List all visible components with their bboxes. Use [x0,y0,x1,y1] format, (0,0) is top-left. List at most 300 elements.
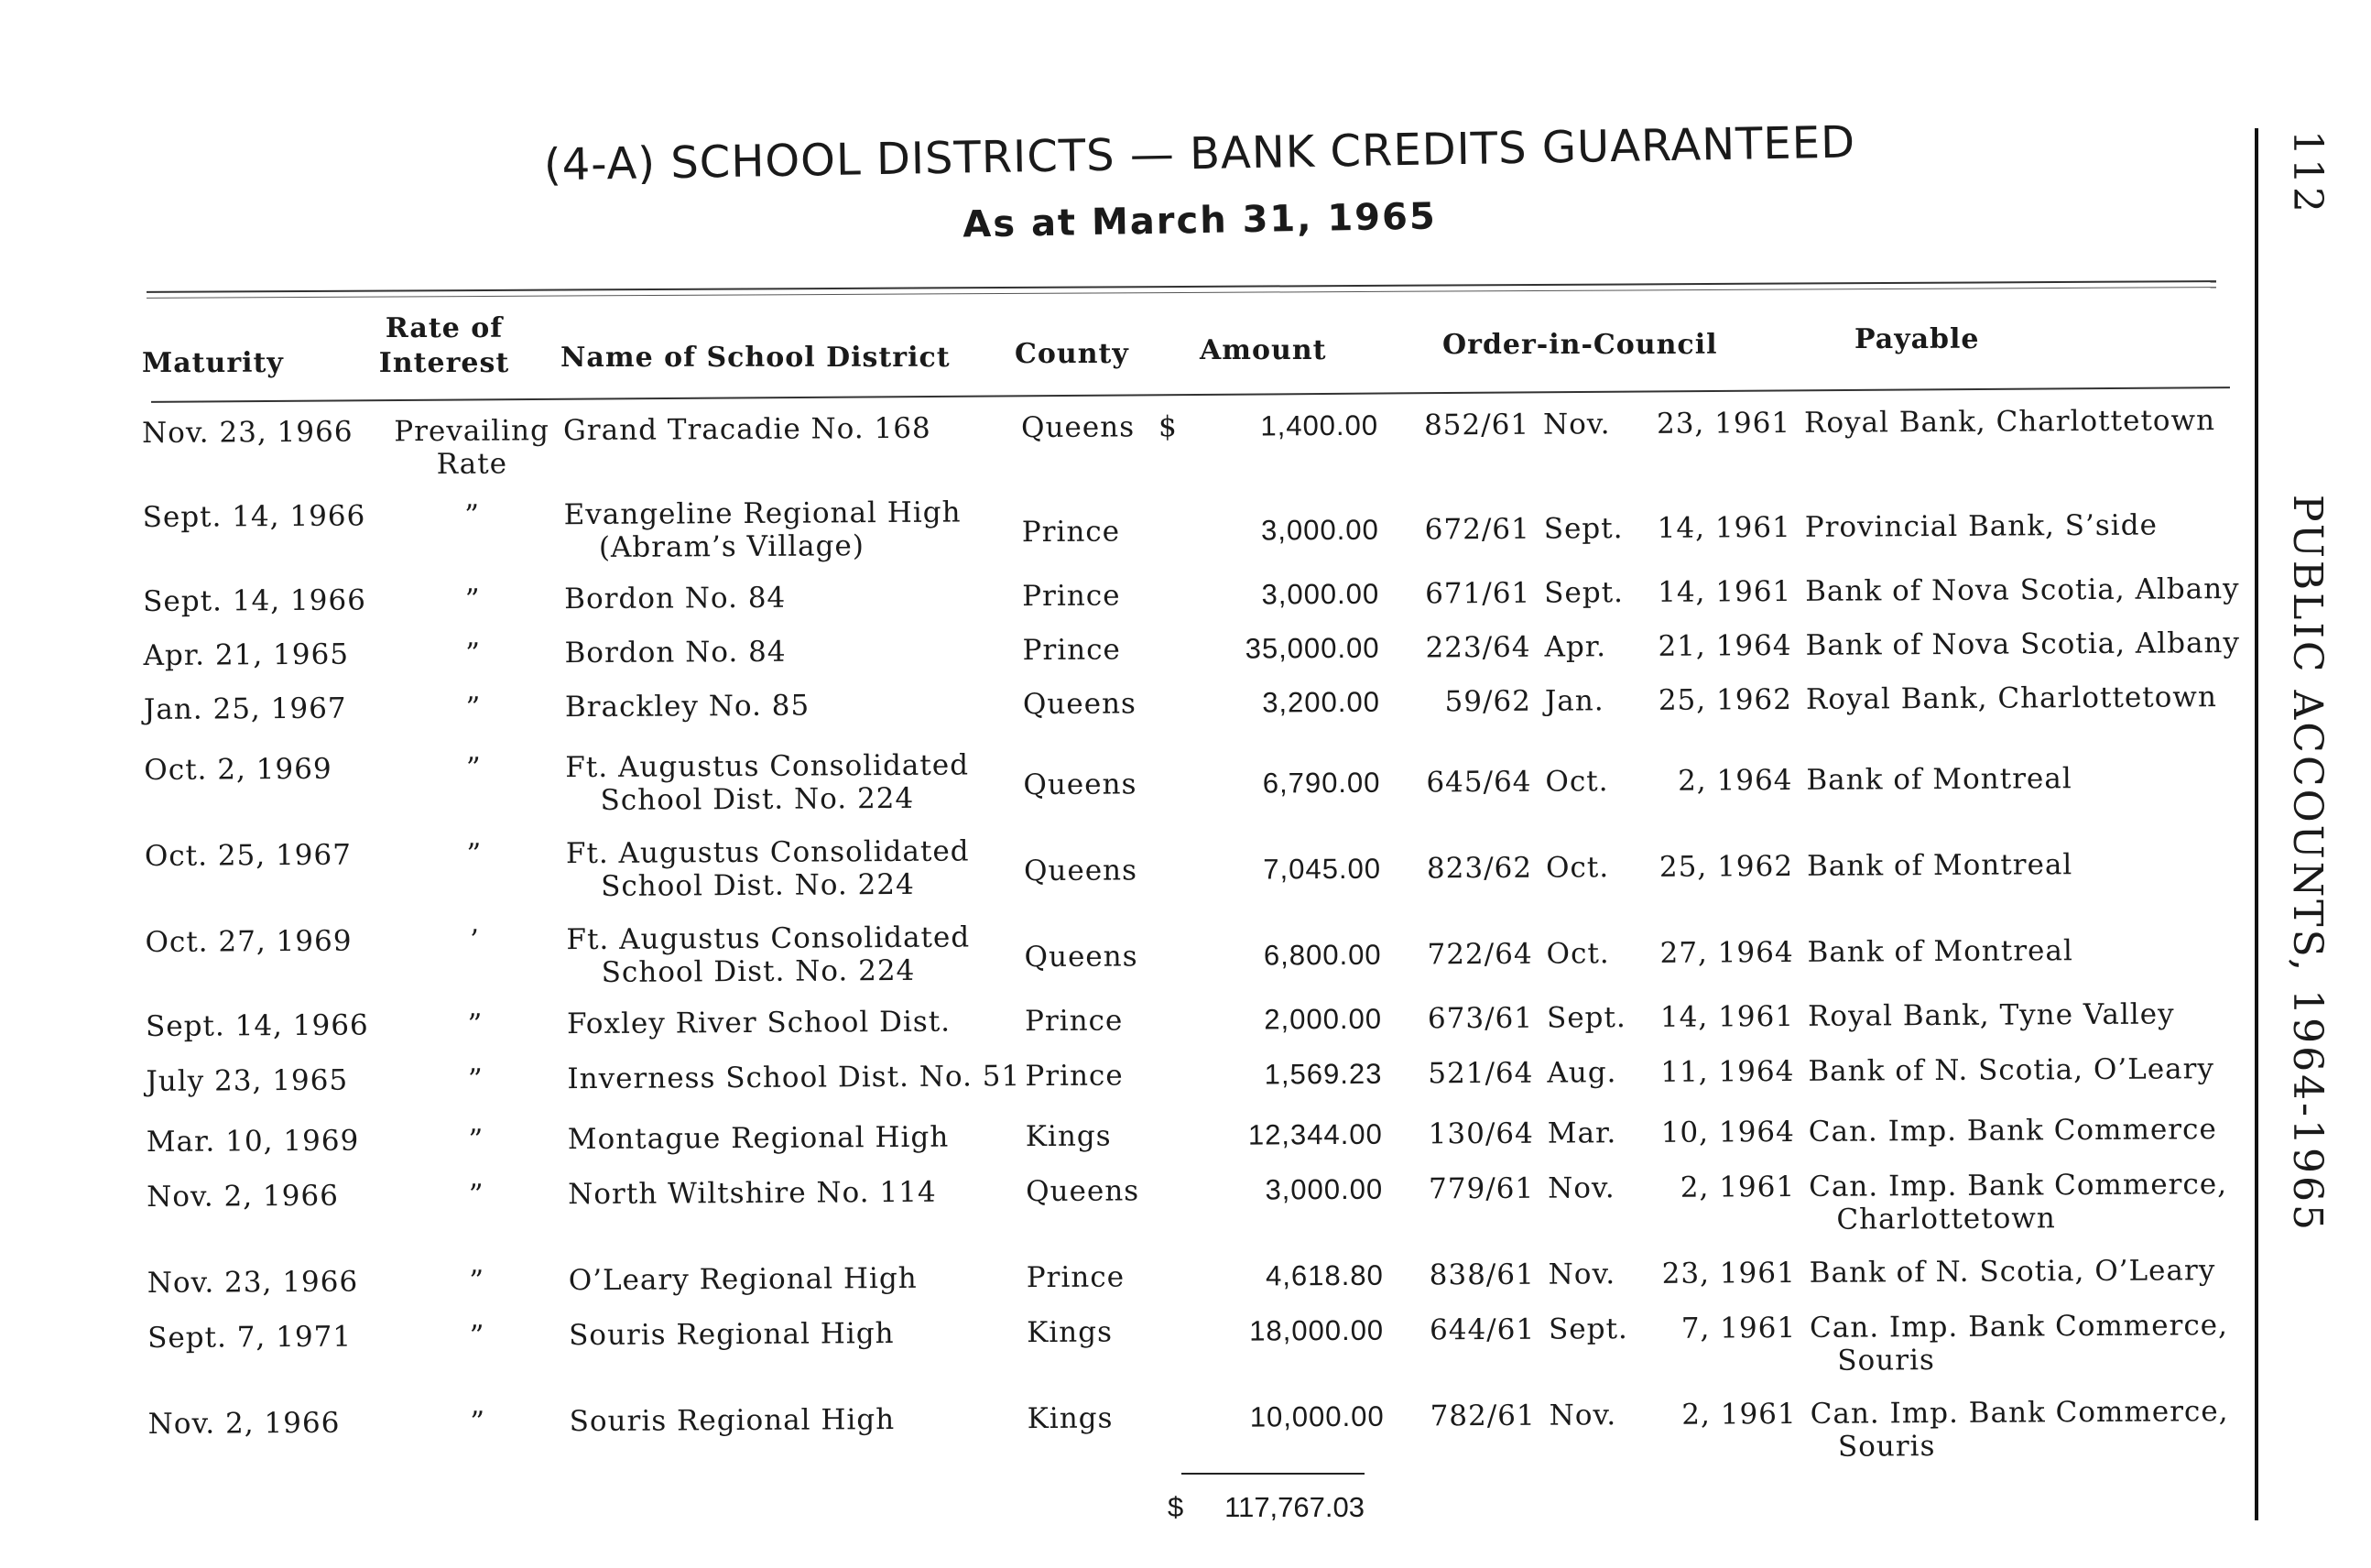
county-cell [1022,579,1178,613]
page-title: (4-A) SCHOOL DISTRICTS — BANK CREDITS GUARANTEED [543,116,1856,191]
oic-number-cell-line1: 838/61 [1429,1258,1535,1292]
maturity-cell-line1: Sept. 14, 1966 [145,1008,369,1043]
credits-table [142,404,2248,1464]
oic-number-cell [1405,1002,1533,1036]
school-district-cell [566,920,1060,989]
school-district-cell-line1: Brackley No. 85 [564,689,810,724]
oic-date-cell-line1: 23, 1961 [1656,407,1791,441]
maturity-cell-line1: Nov. 2, 1966 [147,1179,339,1214]
table-row [144,827,2251,903]
maturity-cell [145,839,364,873]
oic-number-cell-line1: 521/64 [1428,1056,1534,1091]
payable-cell-line1: Bank of N. Scotia, O’Leary [1809,1254,2216,1290]
oic-month-cell-line1: Oct. [1545,851,1610,885]
payable-cell-line1: Bank of Montreal [1807,934,2073,969]
oic-date-cell-line1: 14, 1961 [1659,999,1795,1034]
total-amount: 117,767.03 [1224,1491,1365,1523]
rate-cell-line1: ” [469,1319,485,1353]
maturity-cell [144,753,364,787]
rate-cell [377,691,570,724]
table-row [147,1395,2255,1464]
school-district-cell [566,834,1060,903]
county-cell [1024,854,1180,887]
amount-cell-line1: 7,045.00 [1263,852,1382,886]
table-row [146,1113,2253,1159]
header-rate-line2: Interest [378,347,510,379]
oic-month-cell [1545,684,1655,718]
oic-month-cell-line1: Sept. [1549,1312,1628,1346]
maturity-cell-line1: Jan. 25, 1967 [143,691,347,726]
header-rule [151,387,2230,403]
oic-month-cell [1545,765,1655,799]
maturity-cell-line1: Oct. 25, 1967 [144,838,353,873]
oic-number-cell-line1: 852/61 [1423,408,1530,442]
header-payable: Payable [1854,323,1980,355]
county-cell-line1: Kings [1027,1315,1114,1350]
oic-month-cell [1548,1171,1658,1205]
amount-cell [1199,1003,1382,1037]
payable-cell-line2: Souris [1837,1344,1935,1377]
dollar-sign [1158,410,1186,443]
amount-cell-line1: 3,000.00 [1261,513,1379,547]
rate-cell [378,837,571,871]
amount-cell [1198,853,1381,887]
county-cell [1023,687,1179,721]
amount-cell [1195,409,1378,443]
amount-cell [1196,514,1379,548]
amount-cell [1199,939,1382,973]
county-cell-line1: Queens [1024,940,1138,975]
rate-cell [376,637,569,670]
running-head: PUBLIC ACCOUNTS, 1964-1965 [2284,495,2331,1233]
county-cell-line1: Prince [1022,579,1121,614]
school-district-cell-line1: O’Leary Regional High [568,1261,918,1298]
maturity-cell [145,1008,369,1043]
amount-cell [1202,1400,1385,1434]
payable-cell-line1: Can. Imp. Bank Commerce, [1810,1395,2229,1431]
maturity-cell [147,1321,367,1355]
school-district-cell [568,1120,1062,1156]
table-row [145,913,2251,989]
rate-cell [380,1123,572,1157]
county-cell [1027,1315,1182,1349]
oic-date-cell [1659,1398,1797,1432]
school-district-cell-line1: Grand Tracadie No. 168 [562,411,931,448]
maturity-cell [143,583,366,618]
oic-date-cell [1657,936,1794,970]
oic-number-cell-line1: 644/61 [1429,1312,1536,1347]
county-cell-line1: Queens [1026,1174,1140,1209]
oic-date-cell-line1: 14, 1961 [1657,511,1791,545]
county-cell [1023,768,1179,801]
header-rate [366,311,522,381]
payable-cell-line1: Bank of Montreal [1806,762,2072,797]
table-row [143,572,2249,618]
oic-number-cell-line1: 223/64 [1425,630,1531,665]
oic-month-cell [1546,851,1656,885]
school-district-cell-line2: School Dist. No. 224 [600,781,915,817]
header-rate-line1: Rate of [385,312,504,344]
oic-month-cell [1544,576,1654,610]
oic-date-cell [1659,1312,1796,1345]
amount-cell [1197,767,1380,800]
county-cell [1025,1059,1180,1093]
amount-cell [1200,1173,1383,1207]
maturity-cell [147,1266,367,1300]
school-district-cell-line2: School Dist. No. 224 [601,867,915,903]
amount-cell [1200,1118,1383,1152]
amount-cell-line1: 2,000.00 [1264,1002,1383,1036]
payable-cell [1811,1395,2287,1464]
oic-month-cell-line1: Sept. [1543,512,1624,546]
school-district-cell-line1: Bordon No. 84 [564,581,787,616]
page-subtitle: As at March 31, 1965 [962,195,1438,246]
payable-cell-line1: Can. Imp. Bank Commerce [1808,1113,2217,1149]
table-row [145,997,2252,1043]
county-cell-line1: Kings [1027,1401,1114,1436]
amount-cell [1196,632,1379,666]
oic-month-cell-line1: Nov. [1548,1258,1616,1291]
rate-cell [376,498,569,532]
oic-number-cell [1406,1117,1534,1151]
table-row [146,1052,2252,1098]
amount-cell-line1: 1,400.00 [1260,408,1379,442]
school-district-cell-line2: School Dist. No. 224 [601,953,916,989]
rate-cell [377,751,570,785]
school-district-cell-line1: Montague Regional High [567,1120,950,1157]
oic-month-cell-line1: Oct. [1545,765,1609,799]
oic-date-cell-line1: 2, 1964 [1678,763,1793,798]
rate-cell-line1: ’ [469,923,481,957]
county-cell [1025,1004,1180,1038]
page-number: 112 [2284,130,2331,215]
oic-month-cell [1550,1399,1659,1432]
oic-number-cell [1405,938,1533,972]
oic-number-cell [1403,685,1531,719]
oic-month-cell-line1: Oct. [1546,937,1610,971]
oic-date-cell [1656,850,1793,884]
amount-cell [1197,686,1380,720]
rate-cell-line1: ” [465,691,482,724]
table-row [142,404,2248,482]
maturity-cell [147,1125,366,1159]
oic-date-cell-line1: 21, 1964 [1658,628,1792,663]
school-district-cell [565,748,1060,817]
rate-cell-line1: ” [467,1062,484,1096]
oic-number-cell [1406,1172,1534,1206]
amount-cell [1201,1314,1384,1348]
county-cell-line1: Queens [1022,687,1137,722]
rate-cell-line1: ” [465,637,482,670]
oic-date-cell [1655,764,1792,798]
oic-date-cell-line1: 14, 1961 [1658,575,1792,609]
oic-date-cell [1658,1171,1795,1204]
oic-date-cell [1657,1000,1794,1034]
oic-month-cell-line1: Nov. [1542,408,1611,441]
oic-month-cell [1547,937,1657,971]
county-cell-line1: Prince [1026,1260,1126,1295]
amount-cell-line1: 3,000.00 [1261,577,1380,611]
dollar-sign-line1: $ [1158,410,1178,444]
oic-number-cell [1403,766,1531,800]
county-cell [1022,515,1178,549]
oic-number-cell [1402,513,1530,547]
amount-cell-line1: 3,000.00 [1265,1172,1384,1206]
rate-cell [379,1062,571,1096]
amount-cell-line1: 10,000.00 [1249,1399,1385,1433]
table-row [147,1309,2254,1377]
maturity-cell-line1: Sept. 14, 1966 [143,583,366,618]
amount-cell-line1: 18,000.00 [1249,1313,1385,1347]
school-district-cell [569,1316,1063,1352]
maturity-cell-line1: Nov. 23, 1966 [142,415,353,450]
oic-month-cell [1543,408,1653,441]
county-cell [1027,1260,1182,1294]
oic-number-cell [1402,631,1530,665]
maturity-cell-line1: Oct. 2, 1969 [144,752,332,787]
rate-cell [380,1178,572,1212]
rate-cell [376,583,569,616]
rate-cell [379,1007,571,1041]
table-row [143,626,2249,672]
school-district-cell [570,1402,1064,1438]
amount-cell-line1: 6,790.00 [1262,766,1381,800]
county-cell-line1: Prince [1022,633,1121,668]
school-district-cell [564,580,1059,615]
amount-cell [1199,1058,1382,1092]
rate-cell [381,1319,573,1353]
rate-cell-line1: ” [467,1007,484,1041]
amount-cell-line1: 4,618.80 [1265,1258,1384,1292]
county-cell-line1: Prince [1024,1004,1124,1039]
total-rule [1181,1473,1365,1475]
maturity-cell [145,925,364,959]
oic-date-cell [1654,511,1791,545]
school-district-cell [568,1175,1062,1211]
payable-cell [1804,404,2280,440]
rate-cell-line2: Rate [436,447,508,482]
county-cell [1021,410,1177,444]
oic-number-cell-line1: 823/62 [1426,851,1533,886]
maturity-cell [143,638,363,672]
oic-month-cell [1544,512,1654,546]
rate-cell [381,1264,573,1298]
header-oic: Order-in-Council [1442,329,1718,361]
oic-number-cell [1407,1258,1535,1292]
rate-cell-line1: ” [469,1264,485,1298]
oic-date-cell-line1: 11, 1964 [1660,1054,1795,1089]
payable-cell [1805,572,2281,608]
payable-cell-line1: Royal Bank, Charlottetown [1803,404,2216,440]
header-name: Name of School District [560,342,951,374]
payable-cell [1809,1113,2285,1149]
rate-cell-line1: ” [464,498,481,532]
payable-cell [1810,1309,2286,1377]
oic-month-cell [1548,1116,1658,1150]
payable-cell-line1: Can. Imp. Bank Commerce, [1809,1168,2228,1203]
rate-cell-line1: ” [464,583,481,616]
oic-date-cell [1658,1116,1795,1149]
school-district-cell-line1: Ft. Augustus Consolidated [565,748,970,785]
school-district-cell [564,634,1059,670]
payable-cell-line1: Royal Bank, Tyne Valley [1807,997,2175,1033]
oic-month-cell-line1: Apr. [1544,630,1607,664]
school-district-cell-line2: (Abram’s Village) [598,529,865,564]
rate-cell [378,923,571,957]
oic-number-cell-line1: 673/61 [1427,1001,1534,1036]
oic-date-cell [1654,629,1791,663]
amount-cell-line1: 35,000.00 [1245,631,1380,665]
maturity-cell [142,416,362,450]
table-row [147,1168,2253,1236]
oic-date-cell-line1: 2, 1961 [1680,1170,1796,1204]
oic-date-cell [1659,1257,1796,1290]
rate-cell-line1: ” [468,1178,484,1212]
payable-cell [1806,761,2282,797]
payable-cell-line1: Bank of N. Scotia, O’Leary [1808,1052,2215,1088]
school-district-cell-line1: Souris Regional High [569,1317,895,1353]
payable-cell-line1: Bank of Nova Scotia, Albany [1805,626,2241,662]
maturity-cell [146,1064,365,1098]
county-cell-line1: Queens [1023,854,1138,888]
oic-month-cell [1549,1258,1659,1291]
payable-cell [1810,1254,2286,1290]
payable-cell-line1: Can. Imp. Bank Commerce, [1810,1309,2229,1345]
oic-number-cell [1404,852,1532,886]
oic-date-cell-line1: 10, 1964 [1660,1115,1795,1149]
payable-cell-line1: Bank of Nova Scotia, Albany [1805,572,2240,608]
maturity-cell-line1: Oct. 27, 1969 [145,924,353,959]
county-cell-line1: Queens [1023,768,1137,802]
oic-month-cell [1547,1001,1657,1035]
header-maturity: Maturity [142,347,284,379]
oic-date-cell-line1: 25, 1962 [1659,849,1794,884]
payable-cell-line1: Bank of Montreal [1806,848,2073,883]
oic-number-cell-line1: 671/61 [1425,576,1531,611]
maturity-cell-line1: Apr. 21, 1965 [143,637,350,672]
county-cell [1028,1401,1183,1435]
maturity-cell-line1: July 23, 1965 [146,1063,349,1098]
school-district-cell-line1: North Wiltshire No. 114 [568,1175,937,1212]
school-district-cell [565,688,1060,724]
amount-cell-line1: 6,800.00 [1263,938,1382,972]
rate-cell-line1: ” [468,1123,484,1157]
amount-cell-line1: 3,200.00 [1262,685,1381,719]
amount-cell [1201,1259,1384,1293]
rate-cell-line1: Prevailing [394,414,549,449]
school-district-cell-line1: Evangeline Regional High [563,495,962,532]
oic-month-cell [1547,1056,1657,1090]
payable-cell-line1: Royal Bank, Charlottetown [1805,681,2217,716]
oic-number-cell [1402,577,1530,611]
maturity-cell [144,692,364,726]
school-district-cell-line1: Foxley River School Dist. [566,1005,952,1041]
oic-number-cell-line1: 722/64 [1427,937,1533,972]
school-district-cell-line1: Ft. Augustus Consolidated [566,920,971,957]
rate-cell [375,414,568,481]
oic-date-cell [1654,575,1791,609]
oic-number-cell [1408,1399,1536,1433]
oic-month-cell-line1: Mar. [1547,1116,1617,1150]
maturity-cell-line1: Nov. 2, 1966 [147,1406,341,1441]
county-cell-line1: Queens [1020,410,1136,445]
oic-date-cell [1655,683,1792,717]
top-rule-2 [147,287,2216,299]
amount-cell-line1: 12,344.00 [1247,1117,1383,1151]
payable-cell [1808,997,2284,1033]
oic-number-cell-line1: 782/61 [1430,1399,1536,1433]
school-district-cell [564,495,1059,564]
oic-month-cell-line1: Nov. [1548,1171,1615,1205]
amount-cell [1196,578,1379,612]
county-cell [1025,940,1180,974]
oic-number-cell-line1: 779/61 [1429,1171,1535,1206]
oic-number-cell [1401,408,1529,442]
oic-date-cell-line1: 7, 1961 [1680,1311,1797,1345]
oic-date-cell-line1: 25, 1962 [1658,682,1793,717]
oic-number-cell-line1: 645/64 [1426,765,1532,800]
maturity-cell [142,499,366,534]
oic-month-cell [1549,1312,1659,1346]
payable-cell-line2: Souris [1837,1430,1936,1464]
school-district-cell-line1: Souris Regional High [569,1402,896,1439]
maturity-cell-line1: Sept. 14, 1966 [142,499,366,534]
school-district-cell-line1: Ft. Augustus Consolidated [565,834,970,871]
top-rule [147,280,2216,293]
total-dollar-sign: $ [1168,1491,1184,1523]
table-row [144,741,2250,817]
payable-cell [1806,681,2282,716]
maturity-cell-line1: Mar. 10, 1969 [146,1124,360,1159]
payable-cell [1808,1052,2284,1088]
oic-month-cell-line1: Sept. [1544,576,1625,610]
payable-cell-line2: Charlottetown [1836,1202,2056,1236]
school-district-cell [569,1261,1063,1297]
county-cell-line1: Prince [1025,1059,1124,1094]
payable-cell [1807,847,2283,883]
oic-date-cell [1653,407,1790,441]
school-district-cell [567,1005,1061,1040]
header-county: County [1015,338,1129,370]
amount-cell-line1: 1,569.23 [1264,1057,1383,1091]
oic-number-cell [1405,1057,1533,1091]
payable-cell [1805,626,2281,662]
payable-cell-line1: Provincial Bank, S’side [1804,508,2158,544]
county-cell [1022,633,1178,667]
rate-cell-line1: ” [466,837,483,871]
rate-cell-line1: ” [470,1405,486,1439]
oic-date-cell [1657,1055,1794,1089]
payable-cell [1809,1168,2285,1236]
maturity-cell-line1: Sept. 7, 1971 [147,1320,353,1355]
school-district-cell [567,1060,1061,1095]
school-district-cell [563,411,1058,447]
oic-number-cell-line1: 130/64 [1428,1116,1534,1151]
oic-number-cell-line1: 672/61 [1424,512,1530,547]
table-row [142,488,2249,564]
payable-cell [1805,508,2281,544]
county-cell-line1: Kings [1025,1119,1112,1154]
rate-cell-line1: ” [465,751,482,785]
oic-date-cell-line1: 27, 1964 [1659,935,1794,970]
rate-cell [382,1405,574,1439]
oic-date-cell-line1: 23, 1961 [1661,1256,1796,1290]
oic-date-cell-line1: 2, 1961 [1681,1397,1797,1432]
oic-month-cell-line1: Sept. [1546,1001,1626,1035]
maturity-cell [148,1407,368,1441]
oic-number-cell-line1: 59/62 [1444,684,1532,719]
county-cell [1026,1119,1181,1153]
